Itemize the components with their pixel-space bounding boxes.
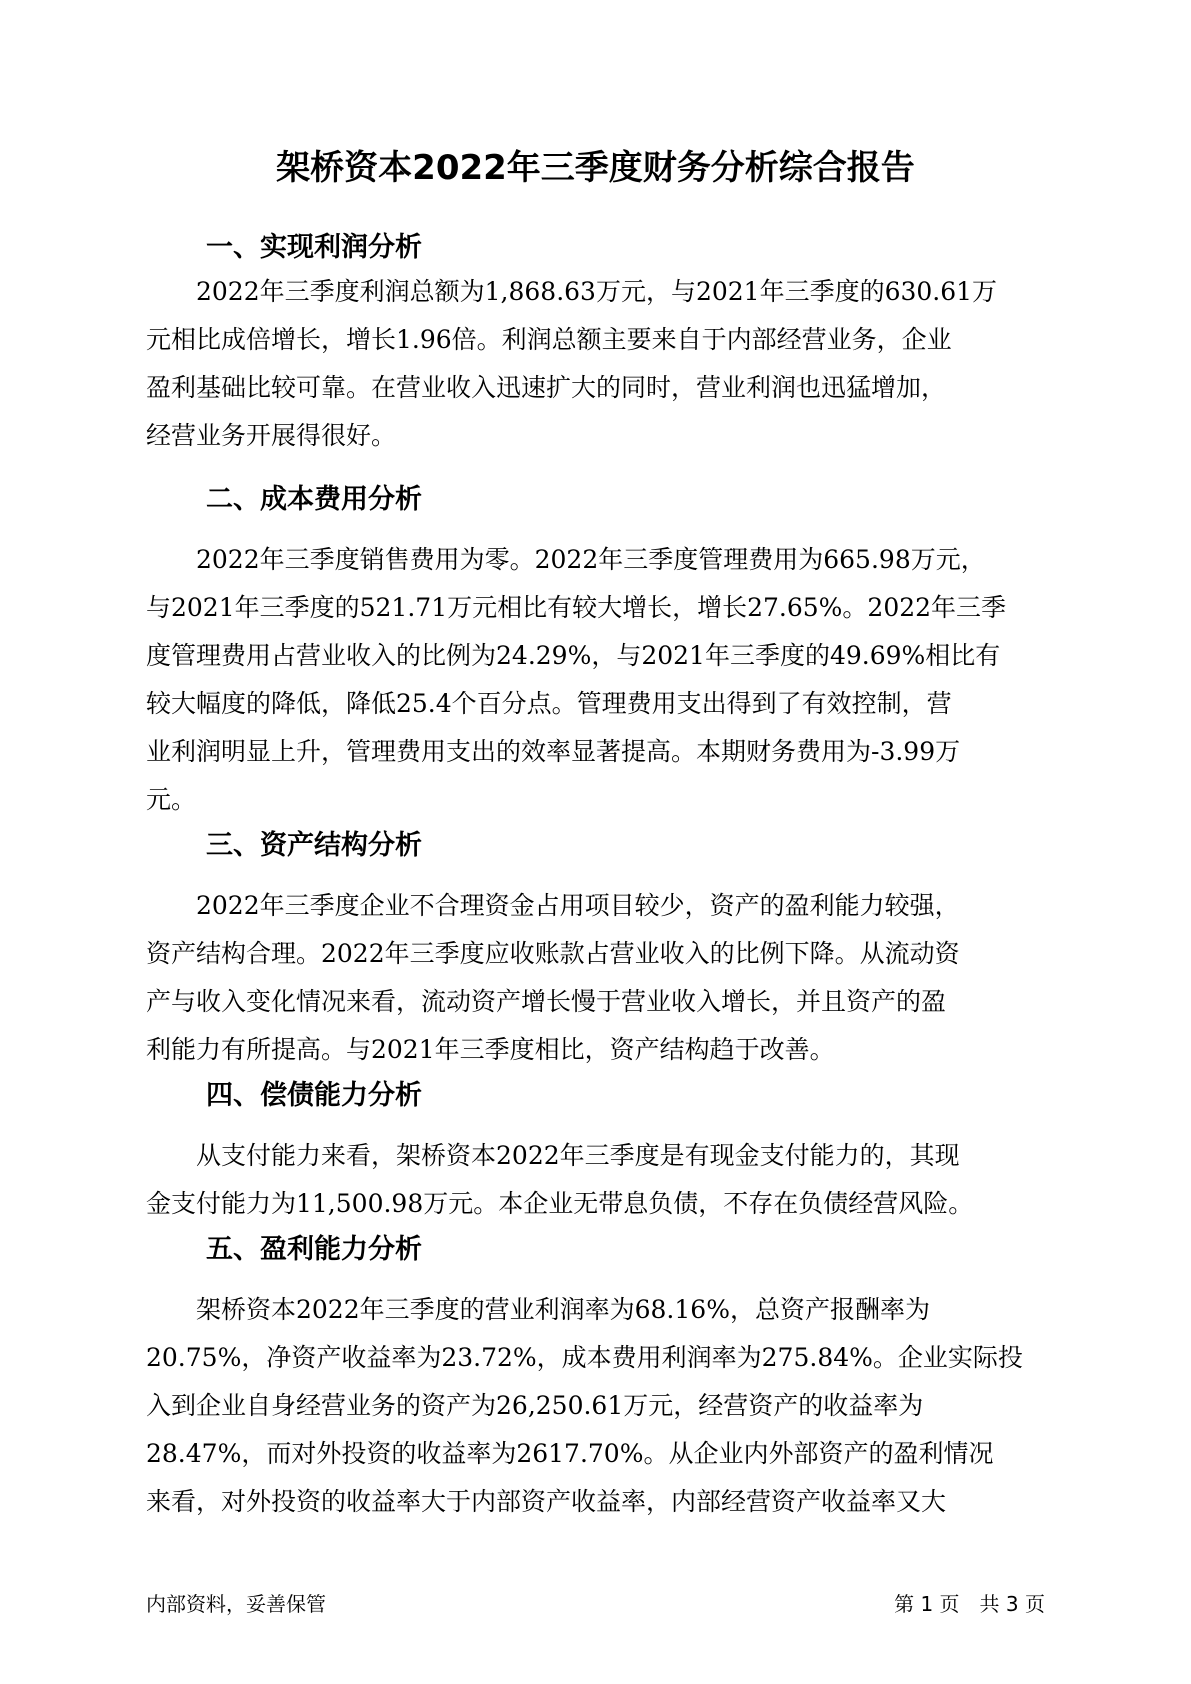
paragraph-line: 架桥资本2022年三季度的营业利润率为68.16%，总资产报酬率为 <box>146 1295 930 1324</box>
paragraph-line: 元相比成倍增长，增长1.96倍。利润总额主要来自于内部经营业务，企业 <box>146 325 952 354</box>
paragraph-line: 利能力有所提高。与2021年三季度相比，资产结构趋于改善。 <box>146 1035 835 1064</box>
paragraph-line: 2022年三季度企业不合理资金占用项目较少，资产的盈利能力较强， <box>146 891 960 920</box>
paragraph-line: 28.47%，而对外投资的收益率为2617.70%。从企业内外部资产的盈利情况 <box>146 1439 994 1468</box>
paragraph-line: 金支付能力为11,500.98万元。本企业无带息负债，不存在负债经营风险。 <box>146 1189 974 1218</box>
paragraph-line: 2022年三季度销售费用为零。2022年三季度管理费用为665.98万元， <box>146 545 986 574</box>
paragraph-line: 与2021年三季度的521.71万元相比有较大增长，增长27.65%。2022年三季 <box>146 593 1007 622</box>
paragraph-line: 度管理费用占营业收入的比例为24.29%，与2021年三季度的49.69%相比有 <box>146 641 1001 670</box>
section-heading-profitability: 五、盈利能力分析 <box>206 1234 422 1265</box>
paragraph-line: 盈利基础比较可靠。在营业收入迅速扩大的同时，营业利润也迅猛增加， <box>146 373 947 402</box>
footer-confidential-note: 内部资料，妥善保管 <box>146 1592 326 1616</box>
paragraph-line: 经营业务开展得很好。 <box>146 421 397 450</box>
paragraph-line: 业利润明显上升，管理费用支出的效率显著提高。本期财务费用为-3.99万 <box>146 737 961 766</box>
paragraph-line: 2022年三季度利润总额为1,868.63万元，与2021年三季度的630.61万 <box>146 277 998 306</box>
section-paragraph-solvency <box>146 1132 1046 1228</box>
footer-page-number: 第 1 页 共 3 页 <box>894 1592 1045 1616</box>
paragraph-line: 入到企业自身经营业务的资产为26,250.61万元，经营资产的收益率为 <box>146 1391 924 1420</box>
paragraph-line: 从支付能力来看，架桥资本2022年三季度是有现金支付能力的，其现 <box>146 1141 960 1170</box>
section-heading-cost: 二、成本费用分析 <box>206 484 422 515</box>
section-paragraph-profitability <box>146 1286 1046 1526</box>
paragraph-line: 产与收入变化情况来看，流动资产增长慢于营业收入增长，并且资产的盈 <box>146 987 947 1016</box>
section-heading-profit: 一、实现利润分析 <box>206 232 422 263</box>
paragraph-line: 资产结构合理。2022年三季度应收账款占营业收入的比例下降。从流动资 <box>146 939 960 968</box>
section-paragraph-cost <box>146 536 1046 824</box>
paragraph-line: 来看，对外投资的收益率大于内部资产收益率，内部经营资产收益率又大 <box>146 1487 947 1516</box>
section-paragraph-profit <box>146 268 1046 460</box>
paragraph-line: 较大幅度的降低，降低25.4个百分点。管理费用支出得到了有效控制，营 <box>146 689 952 718</box>
section-paragraph-asset-structure <box>146 882 1046 1074</box>
report-title: 架桥资本2022年三季度财务分析综合报告 <box>276 148 915 188</box>
paragraph-line: 元。 <box>146 785 197 814</box>
paragraph-line: 20.75%，净资产收益率为23.72%，成本费用利润率为275.84%。企业实际投 <box>146 1343 1023 1372</box>
section-heading-solvency: 四、偿债能力分析 <box>206 1080 422 1111</box>
section-heading-asset-structure: 三、资产结构分析 <box>206 830 422 861</box>
